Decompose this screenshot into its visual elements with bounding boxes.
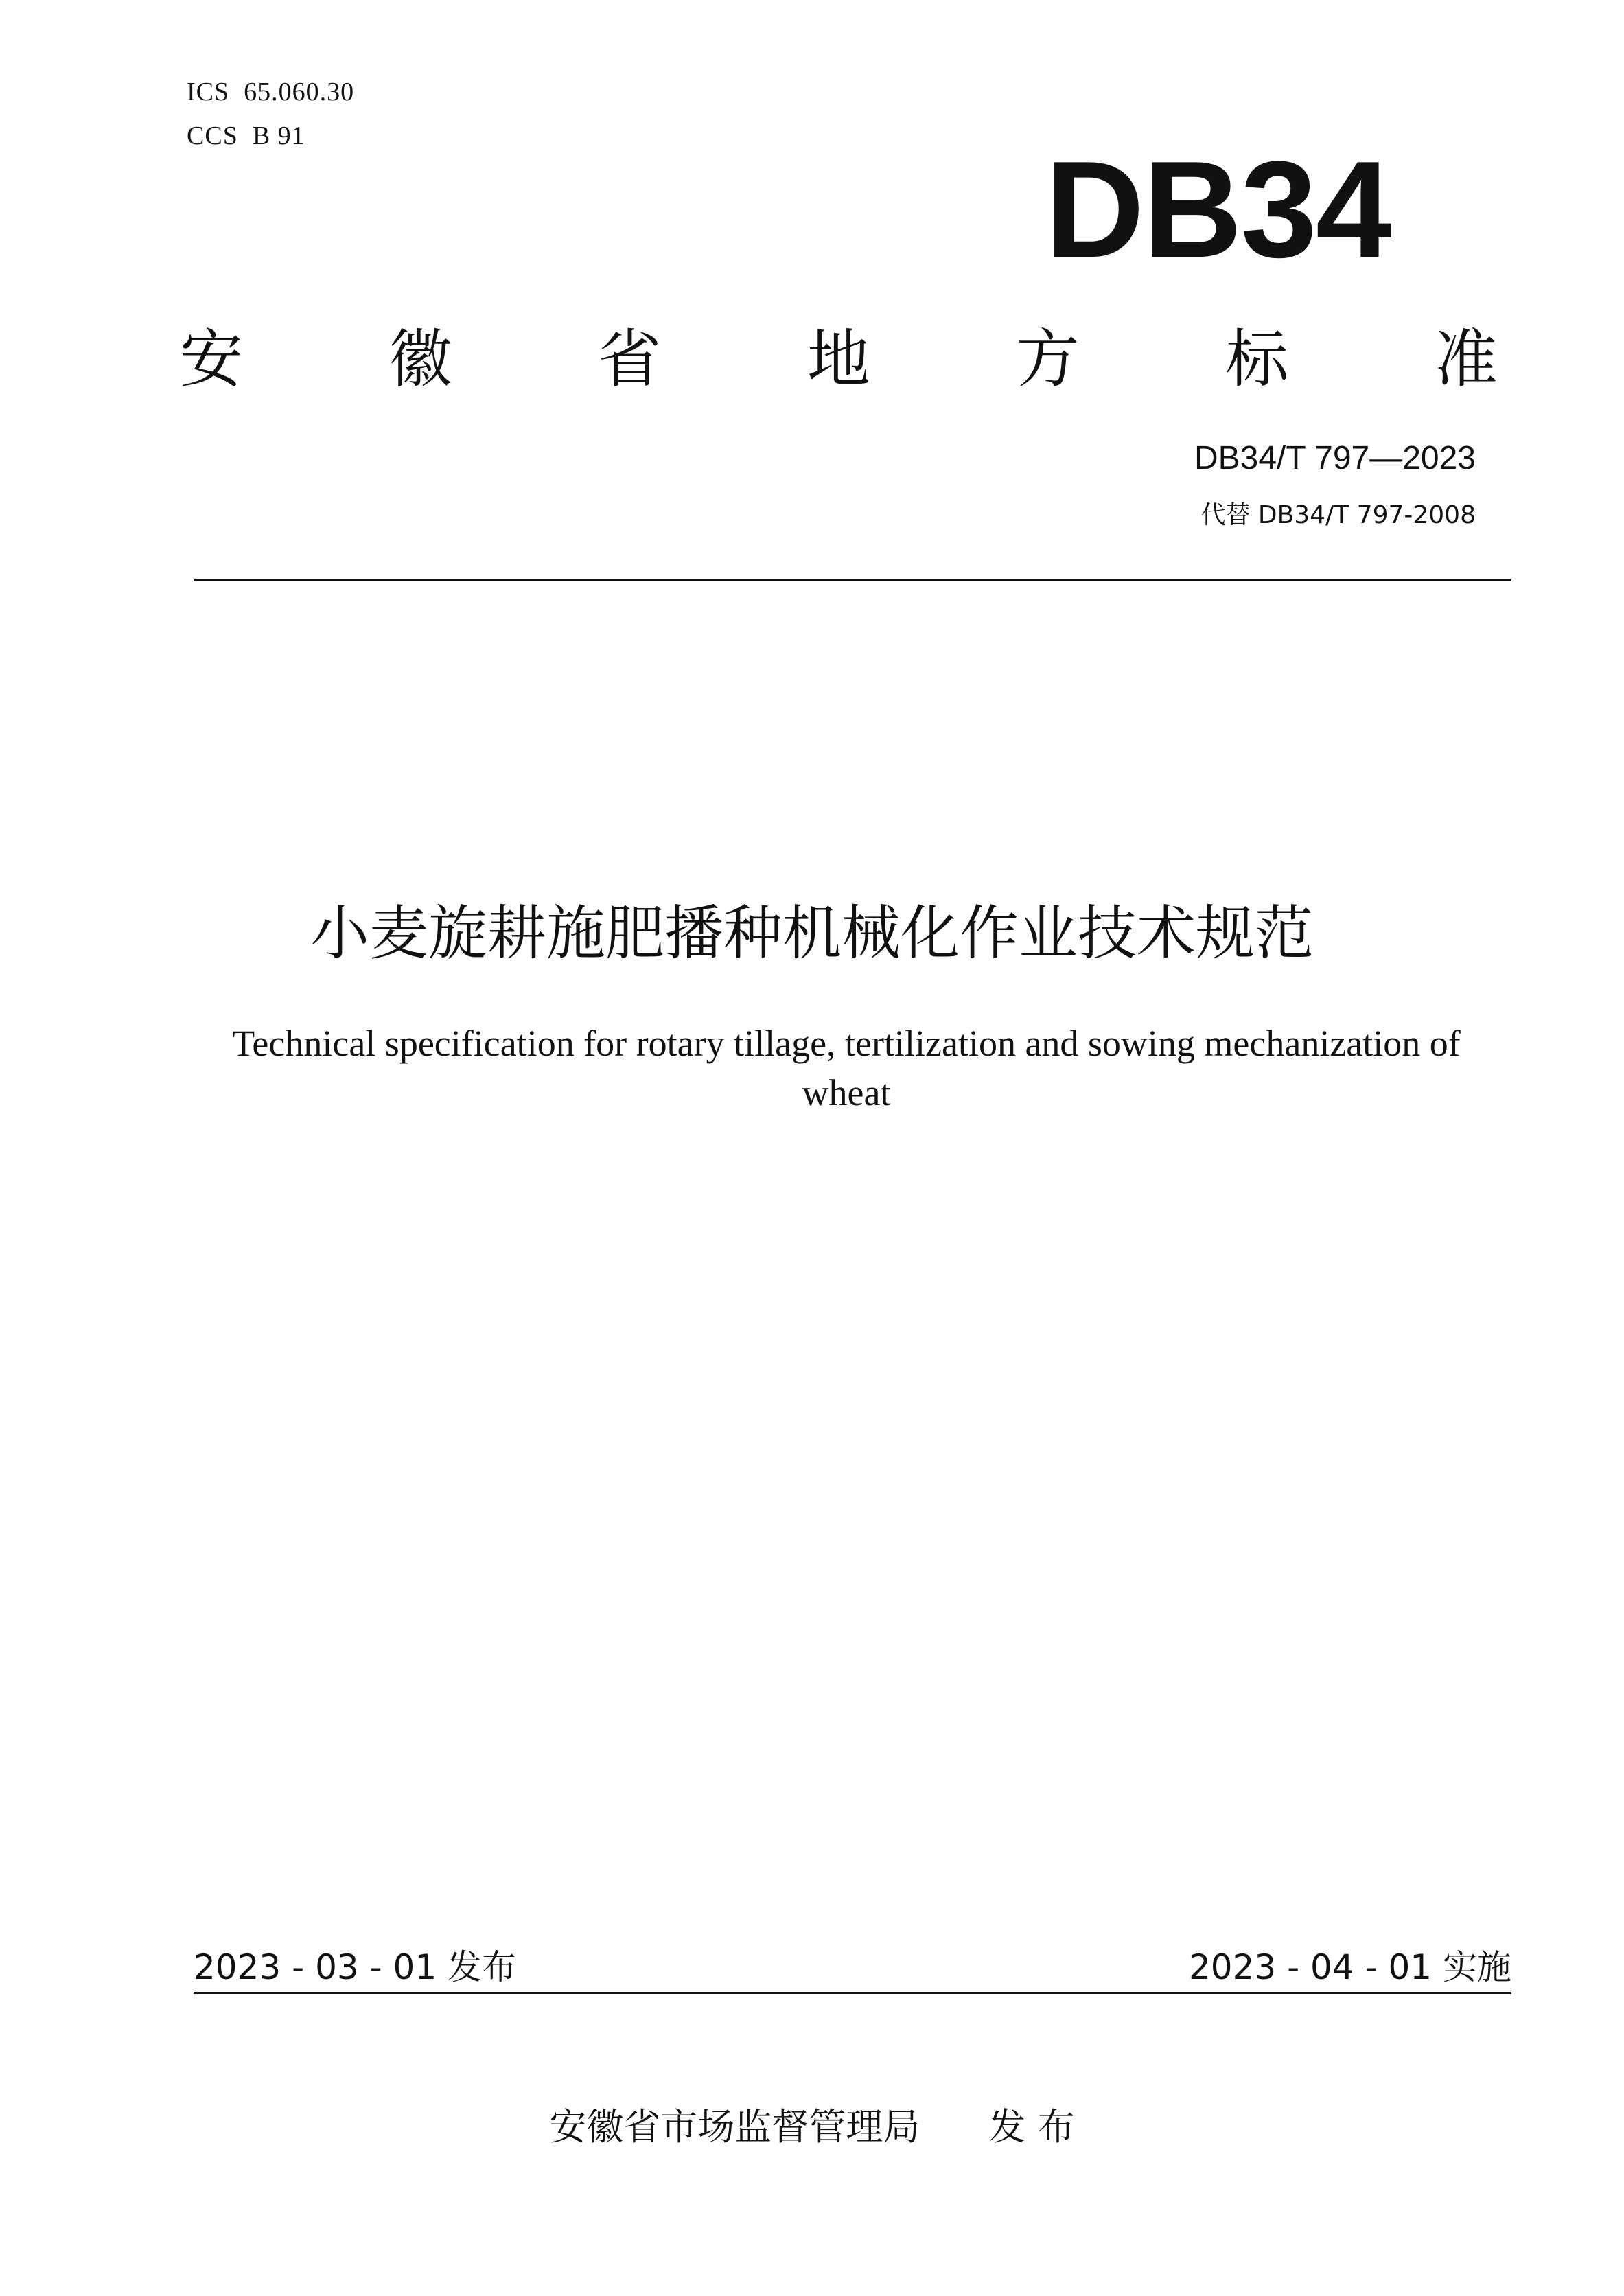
top-divider	[194, 579, 1511, 581]
standard-type-char: 地	[807, 323, 870, 396]
standard-number: DB34/T 797—2023	[1194, 440, 1476, 476]
standard-type-char: 省	[598, 323, 662, 396]
replaces-note: 代替 DB34/T 797-2008	[1200, 501, 1476, 529]
issuer-name: 安徽省市场监督管理局	[549, 2105, 920, 2148]
standard-brand-logo: DB34	[1045, 133, 1391, 286]
issuer-line	[0, 2098, 1624, 2150]
standard-type-heading	[180, 309, 1498, 399]
issuer-action: 发 布	[988, 2105, 1075, 2148]
document-title-english: Technical specification for rotary tillage, tertilization and sowing mechanization of wheat	[232, 1023, 1461, 1113]
document-title-chinese: 小麦旋耕施肥播种机械化作业技术规范	[310, 899, 1314, 968]
standard-type-char: 安	[180, 323, 244, 396]
implementation-date: 2023 - 04 - 01 实施	[1188, 1947, 1511, 1987]
bottom-divider	[194, 1992, 1511, 1994]
issue-date: 2023 - 03 - 01 发布	[194, 1947, 517, 1987]
standard-type-char: 方	[1016, 323, 1080, 396]
ics-code: ICS 65.060.30	[187, 78, 355, 106]
standard-type-char: 徽	[388, 323, 452, 396]
standard-type-char: 标	[1225, 323, 1289, 396]
standard-type-char: 准	[1434, 323, 1498, 396]
ccs-code: CCS B 91	[187, 121, 305, 150]
